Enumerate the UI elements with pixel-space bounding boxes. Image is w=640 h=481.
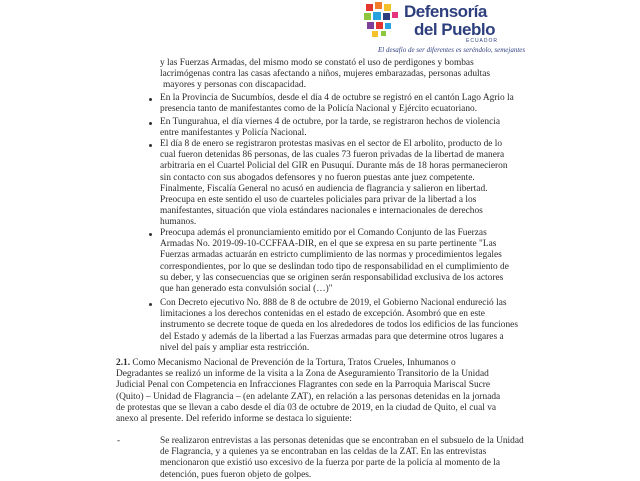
text-line: que han generado esta convulsión social (…)" [160,284,333,295]
text-line: su deber, y las consecuencias que se originen serán responsabilidad exclusiva de los actores [160,272,504,283]
section-first-line: Como Mecanismo Nacional de Prevención de la Tortura, Tratos Crueles, Inhumanos o [130,358,456,368]
bullet-icon [149,122,152,125]
text-line: En Tungurahua, el día viernes 4 de octubre, por la tarde, se registraron hechos de violencia [160,117,500,127]
bullet-item-arbolito [160,139,508,229]
dash-marker: - [117,436,121,446]
bullet-icon [149,144,152,147]
text-line: cual fueron detenidas 86 personas, de las cuales 73 fueron privadas de la libertad de manera [160,150,505,161]
text-line: y las Fuerzas Armadas, del mismo modo se constató el uso de perdigones y bombas [160,58,474,68]
dash-item-entrevistas [160,436,524,481]
text-line: de Flagrancia, y a quienes ya se encontraban en las celdas de la ZAT. En las entrevistas [160,447,487,458]
organization-tagline: El desafío de ser diferentes es seréndolo, semejantes [378,46,526,54]
text-line: del Estado y además de la libertad a las Fuerzas armadas para que determine otros lugares a [160,331,504,342]
text-line: detención, pues fueron objeto de golpes. [160,469,312,480]
text-line: Judicial Penal con Competencia en Infracciones Flagrantes con sede en la Parroquia Mariscal Sucre [116,380,491,391]
text-line: Fuerzas armadas actuarán en estricto cumplimiento de las normas y procedimientos legales [160,250,502,261]
paragraph-continuation [160,58,490,92]
text-line: (Quito) – Unidad de Flagrancia – (en adelante ZAT), en relación a las personas detenidas en la jornada [116,391,501,402]
text-line: Con Decreto ejecutivo No. 888 de 8 de octubre de 2019, el Gobierno Nacional endureció las [160,298,507,308]
text-line: Degradantes se realizó un informe de la visita a la Zona de Aseguramiento Transitorio de la Unidad [116,369,489,380]
bullet-icon [149,98,152,101]
bullet-icon [149,303,152,306]
text-line: arbitraria en el Cuartel Policial del GIR en Pusuquí. Durante más de 18 horas permanecieron [160,161,508,172]
text-line: En la Provincia de Sucumbíos, desde el día 4 de octubre se registró en el cantón Lago Agrio la [160,93,514,103]
organization-country: ECUADOR [466,38,499,44]
text-line: Preocupa en este sentido el uso de cuarteles policiales para privar de la libertad a los [160,195,477,206]
text-line: humanos. [160,217,197,228]
text-line: mayores y personas con discapacidad. [163,80,306,91]
text-line: instrumento se decrete toque de queda en los alrededores de todos los edificios de las funciones [160,320,518,331]
text-line: presencia tanto de manifestantes como de la Policía Nacional y Ejército ecuatoriano. [160,104,478,115]
text-line: mencionaron que existió uso excesivo de la fuerza por parte de la policía al momento de la [160,458,500,469]
organization-name-line1: Defensoría [404,2,487,21]
bullet-item-comando-conjunto [160,228,509,295]
text-line: lacrimógenas contra las casas afectando a niños, mujeres embarazadas, personas adultas [160,69,491,80]
text-line: correspondientes, por lo que se deslindan todo tipo de responsabilidad en el cumplimiento de [160,261,509,272]
text-line: Armadas No. 2019-09-10-CCFFAA-DIR, en el que se expresa en su parte pertinente "Las [160,239,497,250]
text-line: limitaciones a los derechos contenidas en el estado de excepción. Asombró que en este [160,309,485,320]
text-line: sin contacto con sus abogados defensores y no fueron puestas ante juez competente. [160,172,475,183]
text-line: nivel del país y ampliar esta restricción. [160,342,310,353]
text-line: El día 8 de enero se registraron protestas masivas en el sector de El arbolito, producto de lo [160,139,503,149]
text-line: anexo al presente. Del referido informe se destaca lo siguiente: [116,414,352,425]
bullet-item-decreto-888 [160,298,518,354]
text-line: Finalmente, Fiscalía General no acusó en audiencia de flagrancia y salieron en libertad. [160,183,488,194]
text-line [116,358,500,369]
section-number: 2.1. [116,358,131,368]
bullet-icon [149,233,152,236]
text-line: manifestantes, situación que viola estándares nacionales e internacionales de derechos [160,206,483,217]
bullet-item-sucumbios [160,93,514,115]
section-2-1 [116,358,500,425]
text-line: de protestas que se llevan a cabo desde el día 03 de octubre de 2019, en la ciudad de Quito, el cual va [116,402,497,413]
text-line: Se realizaron entrevistas a las personas detenidas que se encontraban en el subsuelo de la Unidad [160,436,524,446]
bullet-item-tungurahua [160,117,500,139]
text-line: Preocupa además el pronunciamiento emitido por el Comando Conjunto de las Fuerzas [160,228,487,238]
text-line: entre manifestantes y Policía Nacional. [160,128,307,139]
organization-name-line2: del Pueblo [414,20,495,39]
